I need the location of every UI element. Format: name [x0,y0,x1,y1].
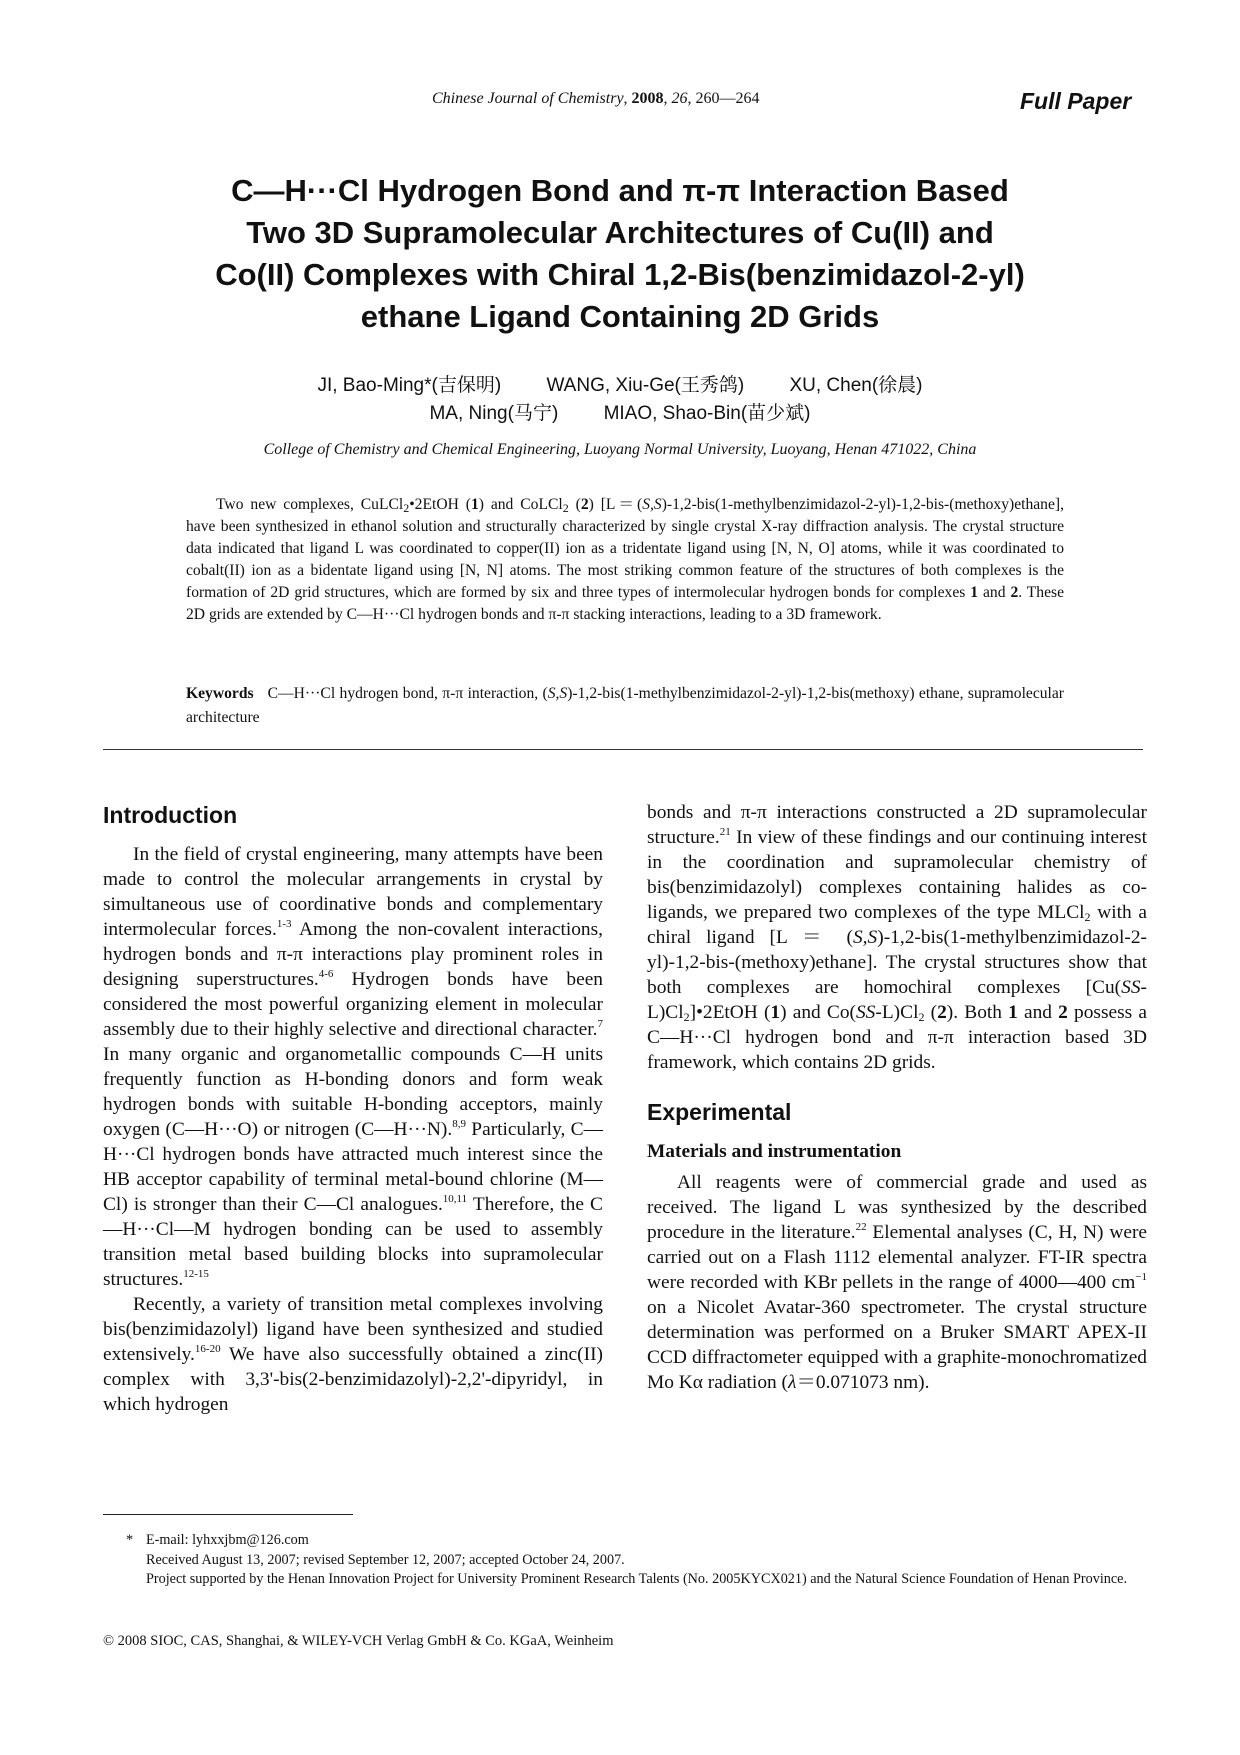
abstract-fragment: . These 2D grids are extended by C—H···Cl hydrogen bonds and π-π stacking interactions, leading to a 3D framework. [186,584,1065,623]
affiliation: College of Chemistry and Chemical Engineering, Luoyang Normal University, Luoyang, Henan 471022, China [263,441,977,458]
footnote-mark: * [126,1532,134,1548]
journal-name: Chinese Journal of Chemistry [432,90,624,107]
text: -L)Cl [875,1002,919,1023]
text: on a Nicolet Avatar-360 spectrometer. The crystal structure determination was performed on a Bruker SMART APEX-II CCD diffractometer equipped with a graphite-monochromatized Mo Kα radiation ( [647,1297,1147,1393]
compound-number: 1 [470,496,479,513]
author-row [160,400,1080,428]
footnote [126,1570,1146,1590]
abstract-fragment: ) and CoLCl [478,496,563,513]
citation: 12-15 [183,1268,209,1280]
divider [103,749,1143,750]
citation: 21 [719,826,731,838]
text: and [1017,1002,1059,1023]
abstract-fragment: and [978,584,1011,601]
author: JI, Bao-Ming*(吉保明) [317,375,502,396]
superscript: −1 [1135,1271,1147,1283]
abstract-fragment: •2EtOH ( [409,496,471,513]
author: WANG, Xiu-Ge(王秀鸽) [546,375,745,396]
text: Hydrogen bonds have been considered the most powerful organizing element in molecular assembly due to their highly selective and directional character. [103,969,603,1040]
abstract-fragment: )-1,2-bis(1-methylbenzimidazol-2-yl)-1,2-bis-(methoxy)ethane], have been synthesized in ethanol solution and structurally characterized by single crystal X-ray diffraction analysis. The crystal structure data indicated that ligand L was coordinated to copper(II) ion as a tridentate ligand using [N, N, O] atoms, while it was coordinated to cobalt(II) ion as a bidentate ligand using [N, N] atoms. The most striking common feature of the structures of both complexes is the formation of 2D grid structures, which are formed by six and three types of intermolecular hydrogen bonds for complexes [186,496,1064,601]
copyright: © 2008 SIOC, CAS, Shanghai, & WILEY-VCH Verlag GmbH & Co. KGaA, Weinheim [103,1633,614,1649]
stereo-descriptor: S,S [547,685,568,702]
text: )-1,2-bis(1-methylbenzimidazol-2-yl)-1,2-bis-(methoxy)ethane]. The crystal structures show that both complexes are homochiral complexes [Cu( [647,927,1147,998]
stereo-descriptor: S,S [642,496,662,513]
citation: 4-6 [318,968,334,980]
text: Among the non-covalent interactions, hydrogen bonds and π-π interactions play prominent roles in designing superstructures. [103,919,603,990]
paragraph [103,842,603,1292]
citation: 10,11 [442,1193,468,1205]
compound-number: 2 [580,496,589,513]
compound-number: 1 [970,584,979,601]
journal-citation: Chinese Journal of Chemistry, 2008, 26, 260—264 [432,90,760,107]
subscript: 2 [683,1010,690,1024]
abstract-fragment: ( [568,496,581,513]
text: Therefore, the C—H···Cl—M hydrogen bonding can be used to assembly transition metal based building blocks into supramolecular structures. [103,1194,603,1290]
paragraph [647,800,1147,1075]
author: MIAO, Shao-Bin(苗少斌) [603,403,811,424]
paragraph [103,1292,603,1417]
author: XU, Chen(徐晨) [789,375,923,396]
author-list [160,372,1080,428]
abstract-fragment: ) [L＝( [588,496,643,513]
keywords [186,682,1064,730]
journal-volume: 26 [671,90,688,107]
title-line: ethane Ligand Containing 2D Grids [360,299,880,334]
stereo-descriptor: SS [855,1002,876,1023]
citation: 8,9 [452,1118,466,1130]
text: In the field of crystal engineering, many attempts have been made to control the molecular arrangements in crystal by simultaneous use of coordinative bonds and complementary intermolecular forces. [103,844,603,940]
stereo-descriptor: S,S [852,927,878,948]
citation: 16-20 [194,1343,221,1355]
subscript: 2 [918,1010,925,1024]
compound-number: 2 [1010,584,1019,601]
subscript: 2 [1084,910,1091,924]
text: All reagents were of commercial grade and used as received. The ligand L was synthesized by the described procedure in the literature. [647,1172,1147,1243]
footnote-divider [103,1514,353,1515]
text: In many organic and organometallic compounds C—H units frequently function as H-bonding donors and form weak hydrogen bonds with suitable H-bonding acceptors, mainly oxygen (C—H···O) or nitrogen (C—H···N). [103,1044,603,1140]
text: with a chiral ligand [L ＝ ( [647,902,1147,948]
section-heading-experimental: Experimental [647,1099,792,1125]
title-line: C—H···Cl Hydrogen Bond and π-π Interaction Based [231,173,1009,208]
text: We have also successfully obtained a zinc(II) complex with 3,3'-bis(2-benzimidazolyl)-2,2'-dipyridyl, in which hydrogen [103,1344,603,1415]
journal-pages: 260—264 [695,90,760,107]
footnotes [126,1531,1146,1590]
compound-number: 1 [770,1002,781,1023]
text: bonds and π-π interactions constructed a 2D supramolecular structure. [647,802,1147,848]
column-left [103,800,603,1417]
keywords-fragment: )-1,2-bis(1-methylbenzimidazol-2-yl)-1,2-bis(methoxy) ethane, supramolecular architecture [186,685,1064,726]
text: ( [924,1002,938,1023]
paragraph [647,1170,1147,1395]
author: MA, Ning(马宁) [429,403,559,424]
text: ) and Co( [780,1002,856,1023]
title-line: Co(II) Complexes with Chiral 1,2-Bis(benzimidazol-2-yl) [215,257,1025,292]
text: In view of these findings and our continuing interest in the coordination and supramolecular chemistry of bis(benzimidazolyl) complexes containing halides as co-ligands, we prepared two complexes of the type MLCl [647,827,1147,923]
compound-number: 2 [1058,1002,1068,1023]
funding-note: Project supported by the Henan Innovation Project for University Prominent Research Talents (No. 2005KYCX021) and the Natural Science Foundation of Henan Province. [146,1571,1128,1587]
subscript: 2 [403,501,410,515]
text: Elemental analyses (C, H, N) were carried out on a Flash 1112 elemental analyzer. FT-IR spectra were recorded with KBr pellets in the range of 4000—400 cm [647,1222,1148,1293]
paper-title [160,170,1080,338]
paper-type-label: Full Paper [1020,88,1132,114]
symbol: λ [788,1372,797,1393]
compound-number: 2 [937,1002,947,1023]
text: ). Both [946,1002,1009,1023]
text: ]•2EtOH ( [689,1002,771,1023]
text: ＝0.071073 nm). [796,1372,930,1393]
journal-year: 2008 [631,90,664,107]
received-dates: Received August 13, 2007; revised September 12, 2007; accepted October 24, 2007. [146,1551,625,1568]
abstract-fragment: Two new complexes, CuLCl [216,496,404,513]
email-link[interactable]: E-mail: lyhxxjbm@126.com [146,1532,309,1548]
section-heading-introduction: Introduction [103,802,238,828]
text: possess a C—H···Cl hydrogen bond and π-π interaction based 3D framework, which contains 2D grids. [647,1002,1147,1073]
subscript: 2 [562,501,569,515]
stereo-descriptor: SS [1121,977,1141,998]
compound-number: 1 [1008,1002,1018,1023]
footnote [126,1551,1146,1571]
text: Recently, a variety of transition metal complexes involving bis(benzimidazolyl) ligand have been synthesized and studied extensively. [103,1294,603,1365]
author-row [160,372,1080,400]
text: -L)Cl [647,977,1147,1023]
keywords-label: Keywords [186,685,254,702]
abstract-text [186,494,1064,626]
title-line: Two 3D Supramolecular Architectures of Cu(II) and [246,215,994,250]
subsection-heading: Materials and instrumentation [647,1141,902,1162]
citation: 22 [855,1221,867,1233]
citation: 7 [597,1018,603,1030]
abstract [186,494,1064,626]
text: Particularly, C—H···Cl hydrogen bonds have attracted much interest since the HB acceptor capability of terminal metal-bound chlorine (M—Cl) is stronger than their C—Cl analogues. [103,1119,603,1215]
column-right [647,800,1147,1395]
keywords-fragment: C—H···Cl hydrogen bond, π-π interaction, ( [267,685,548,702]
footnote [126,1531,1146,1551]
citation: 1-3 [276,918,292,930]
